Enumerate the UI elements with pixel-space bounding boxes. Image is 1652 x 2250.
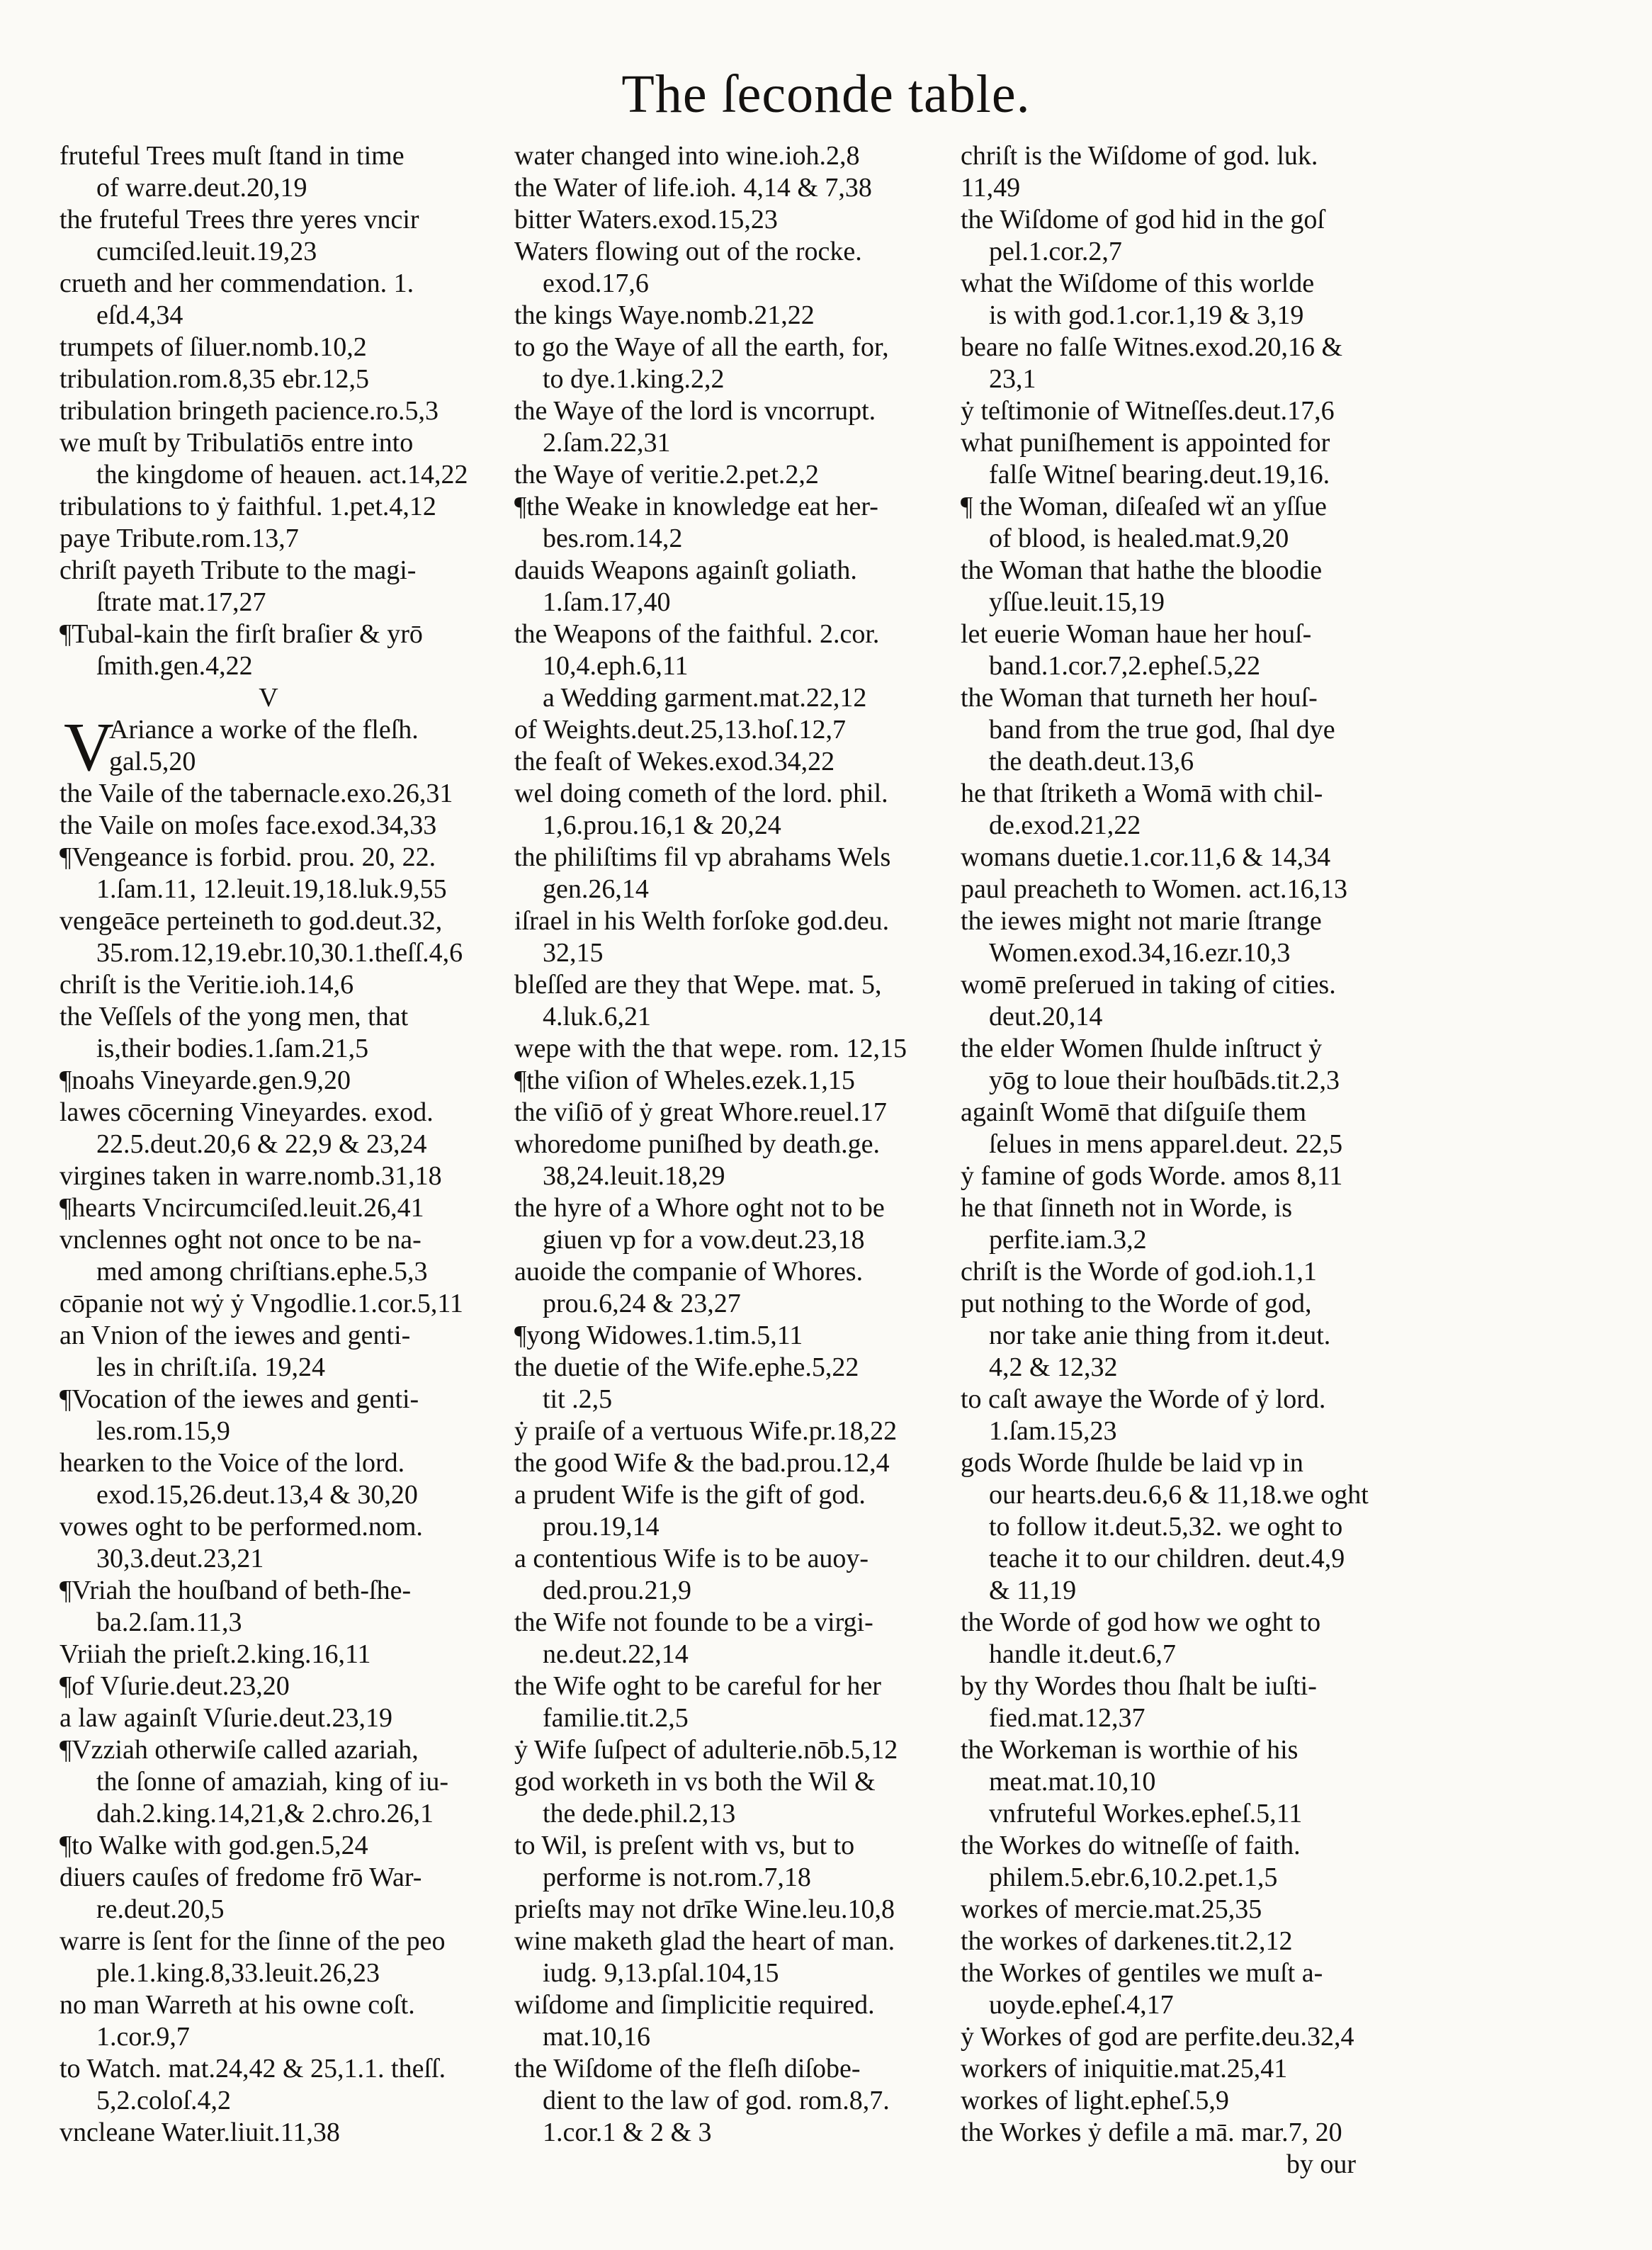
index-entry-line: to follow it.deut.5,32. we oght to	[989, 1512, 1343, 1542]
index-entry-line: ¶of Vſurie.deut.23,20	[60, 1671, 290, 1701]
index-entry-line: workes of light.epheſ.5,9	[961, 2086, 1229, 2115]
index-entry-line: a Wedding garment.mat.22,12	[543, 683, 867, 713]
index-entry-line: tribulation bringeth pacience.ro.5,3	[60, 396, 439, 426]
index-entry-line: 1.cor.9,7	[96, 2022, 190, 2052]
index-entry-line: gal.5,20	[109, 747, 196, 776]
index-entry-line: vowes oght to be performed.nom.	[60, 1512, 423, 1542]
page-title: The ſeconde table.	[621, 64, 1031, 124]
index-entry-line: gods Worde ſhulde be laid vp in	[961, 1448, 1303, 1478]
index-entry-line: to go the Waye of all the earth, for,	[514, 332, 889, 362]
index-entry-line: hearken to the Voice of the lord.	[60, 1448, 405, 1478]
index-entry-line: 4.luk.6,21	[543, 1002, 652, 1031]
index-entry-line: god worketh in vs both the Wil &	[514, 1767, 876, 1797]
index-entry-line: ¶Vocation of the iewes and genti-	[60, 1384, 419, 1414]
index-entry-line: pel.1.cor.2,7	[989, 237, 1122, 266]
index-entry-line: perfite.iam.3,2	[989, 1225, 1147, 1255]
index-entry-line: Ariance a worke of the fleſh.	[109, 715, 419, 745]
index-entry-line: eſd.4,34	[96, 300, 183, 330]
index-entry-line: ẏ famine of gods Worde. amos 8,11	[961, 1161, 1343, 1191]
index-entry-line: les.rom.15,9	[96, 1416, 230, 1446]
index-entry-line: ba.2.ſam.11,3	[96, 1607, 242, 1637]
index-entry-line: paye Tribute.rom.13,7	[60, 524, 299, 553]
index-entry-line: the good Wife & the bad.prou.12,4	[514, 1448, 890, 1478]
index-entry-line: ple.1.king.8,33.leuit.26,23	[96, 1958, 380, 1988]
index-entry-line: dient to the law of god. rom.8,7.	[543, 2086, 890, 2115]
index-entry-line: to Watch. mat.24,42 & 25,1.1. theſſ.	[60, 2054, 446, 2084]
index-entry-line: Women.exod.34,16.ezr.10,3	[989, 938, 1291, 968]
index-entry-line: ẏ Workes of god are perfite.deu.32,4	[961, 2022, 1354, 2052]
index-entry-line: what the Wiſdome of this worlde	[961, 268, 1315, 298]
index-entry-line: 1.ſam.15,23	[989, 1416, 1117, 1446]
index-entry-line: the kingdome of heauen. act.14,22	[96, 460, 468, 490]
index-entry-line: the iewes might not marie ſtrange	[961, 906, 1322, 936]
index-column-2	[514, 140, 968, 2149]
index-entry-line: no man Warreth at his owne coſt.	[60, 1990, 415, 2020]
index-entry-line: cumciſed.leuit.19,23	[96, 237, 317, 266]
index-entry-line: mat.10,16	[543, 2022, 650, 2052]
index-entry-line: fied.mat.12,37	[989, 1703, 1145, 1733]
index-entry-line: handle it.deut.6,7	[989, 1639, 1176, 1669]
index-entry-line: virgines taken in warre.nomb.31,18	[60, 1161, 442, 1191]
index-entry-line: meat.mat.10,10	[989, 1767, 1156, 1797]
index-entry-line: yſſue.leuit.15,19	[989, 587, 1165, 617]
index-entry-line: 5,2.coloſ.4,2	[96, 2086, 231, 2115]
index-entry-line: giuen vp for a vow.deut.23,18	[543, 1225, 865, 1255]
index-entry-line: ſelues in mens apparel.deut. 22,5	[989, 1129, 1343, 1159]
index-entry-line: he that ſinneth not in Worde, is	[961, 1193, 1293, 1223]
index-entry-line: vnfruteful Workes.epheſ.5,11	[989, 1799, 1303, 1828]
index-entry-line: teache it to our children. deut.4,9	[989, 1544, 1345, 1573]
index-entry-line: the workes of darkenes.tit.2,12	[961, 1926, 1293, 1956]
index-entry-line: familie.tit.2,5	[543, 1703, 689, 1733]
index-entry-line: les in chriſt.iſa. 19,24	[96, 1352, 325, 1382]
index-entry-line: warre is ſent for the ſinne of the peo	[60, 1926, 446, 1956]
index-entry-line: ¶noahs Vineyarde.gen.9,20	[60, 1065, 351, 1095]
index-entry-line: the fruteful Trees thre yeres vncir	[60, 205, 419, 234]
index-column-3	[961, 140, 1421, 2181]
index-entry-line: paul preacheth to Women. act.16,13	[961, 874, 1348, 904]
index-entry-line: wine maketh glad the heart of man.	[514, 1926, 895, 1956]
index-entry-line: tribulation.rom.8,35 ebr.12,5	[60, 364, 369, 394]
index-entry-line: the hyre of a Whore oght not to be	[514, 1193, 885, 1223]
index-entry-line: ẏ Wife ſuſpect of adulterie.nōb.5,12	[514, 1735, 898, 1765]
index-entry-line: againſt Womē that diſguiſe them	[961, 1097, 1307, 1127]
index-entry-line: to caſt awaye the Worde of ẏ lord.	[961, 1384, 1326, 1414]
index-entry-line: falſe Witneſ bearing.deut.19,16.	[989, 460, 1330, 490]
index-entry-line: philem.5.ebr.6,10.2.pet.1,5	[989, 1862, 1278, 1892]
index-entry-line: put nothing to the Worde of god,	[961, 1289, 1312, 1318]
index-entry-line: 4,2 & 12,32	[989, 1352, 1118, 1382]
index-entry-line: bes.rom.14,2	[543, 524, 683, 553]
index-entry-line: the death.deut.13,6	[989, 747, 1194, 776]
index-entry-line: the ſonne of amaziah, king of iu-	[96, 1767, 449, 1797]
index-entry-line: band from the true god, ſhal dye	[989, 715, 1335, 745]
index-entry-line: lawes cōcerning Vineyardes. exod.	[60, 1097, 434, 1127]
index-entry-line: the Workeman is worthie of his	[961, 1735, 1299, 1765]
index-entry-line: ¶Vengeance is forbid. prou. 20, 22.	[60, 842, 436, 872]
index-entry-line: ¶yong Widowes.1.tim.5,11	[514, 1321, 803, 1350]
index-entry-line: cōpanie not wẏ ẏ Vngodlie.1.cor.5,11	[60, 1289, 463, 1318]
index-entry-line: bleſſed are they that Wepe. mat. 5,	[514, 970, 882, 1000]
index-entry-line: chriſt is the Veritie.ioh.14,6	[60, 970, 354, 1000]
index-entry-line: the Woman that hathe the bloodie	[961, 555, 1323, 585]
index-entry-line: whoredome puniſhed by death.ge.	[514, 1129, 881, 1159]
index-entry-line: dah.2.king.14,21,& 2.chro.26,1	[96, 1799, 434, 1828]
index-entry-line: prou.6,24 & 23,27	[543, 1289, 741, 1318]
index-entry-line: re.deut.20,5	[96, 1894, 225, 1924]
index-entry-line: the Worde of god how we oght to	[961, 1607, 1321, 1637]
index-entry-line: ¶Vzziah otherwiſe called azariah,	[60, 1735, 419, 1765]
index-entry-line: the feaſt of Wekes.exod.34,22	[514, 747, 835, 776]
index-entry-line: 38,24.leuit.18,29	[543, 1161, 725, 1191]
drop-cap-letter: V	[64, 709, 114, 786]
index-entry-line: water changed into wine.ioh.2,8	[514, 141, 860, 171]
index-entry-line: the Weapons of the faithful. 2.cor.	[514, 619, 880, 649]
index-entry-line: 35.rom.12,19.ebr.10,30.1.theſſ.4,6	[96, 938, 463, 968]
index-entry-line: the Wife oght to be careful for her	[514, 1671, 881, 1701]
index-entry-line: our hearts.deu.6,6 & 11,18.we oght	[989, 1480, 1369, 1510]
index-entry-line: performe is not.rom.7,18	[543, 1862, 811, 1892]
index-entry-line: of warre.deut.20,19	[96, 173, 307, 203]
index-entry-line: tribulations to ẏ faithful. 1.pet.4,12	[60, 492, 436, 521]
index-entry-line: Waters flowing out of the rocke.	[514, 237, 862, 266]
index-column-1	[60, 140, 520, 2149]
index-entry-line: ¶hearts Vncircumciſed.leuit.26,41	[60, 1193, 424, 1223]
index-entry-line: exod.15,26.deut.13,4 & 30,20	[96, 1480, 418, 1510]
index-entry-line: ¶ the Woman, diſeaſed wẗ an yſſue	[961, 492, 1327, 521]
index-entry-line: the Workes of gentiles we muſt a-	[961, 1958, 1323, 1988]
index-entry-line: ſtrate mat.17,27	[96, 587, 266, 617]
index-entry-line: prou.19,14	[543, 1512, 660, 1542]
index-entry-line: fruteful Trees muſt ſtand in time	[60, 141, 404, 171]
index-entry-line: ẏ teſtimonie of Witneſſes.deut.17,6	[961, 396, 1335, 426]
index-entry-line: 1,6.prou.16,1 & 20,24	[543, 810, 781, 840]
index-entry-line: ¶Vriah the houſband of beth-ſhe-	[60, 1576, 412, 1605]
index-entry-line: the elder Women ſhulde inſtruct ẏ	[961, 1034, 1323, 1063]
index-entry-line: prieſts may not drīke Wine.leu.10,8	[514, 1894, 895, 1924]
index-entry-line: ¶the Weake in knowledge eat her-	[514, 492, 878, 521]
index-entry-line: auoide the companie of Whores.	[514, 1257, 864, 1287]
index-entry-line: vnclennes oght not once to be na-	[60, 1225, 422, 1255]
index-entry-line: womē preſerued in taking of cities.	[961, 970, 1336, 1000]
index-entry-line: a contentious Wife is to be auoy-	[514, 1544, 869, 1573]
index-entry-line: ded.prou.21,9	[543, 1576, 692, 1605]
index-entry-line: vengeāce perteineth to god.deut.32,	[60, 906, 443, 936]
index-entry-line: chriſt is the Worde of god.ioh.1,1	[961, 1257, 1317, 1287]
index-entry-line: the philiſtims fil vp abrahams Wels	[514, 842, 891, 872]
index-entry-line: the dede.phil.2,13	[543, 1799, 736, 1828]
index-entry-line: Vriiah the prieſt.2.king.16,11	[60, 1639, 371, 1669]
index-entry-line: an Vnion of the iewes and genti-	[60, 1321, 411, 1350]
index-entry-line: med among chriſtians.ephe.5,3	[96, 1257, 428, 1287]
index-entry-line: vncleane Water.liuit.11,38	[60, 2118, 340, 2147]
index-entry-line: band.1.cor.7,2.epheſ.5,22	[989, 651, 1261, 681]
index-entry-line: is with god.1.cor.1,19 & 3,19	[989, 300, 1304, 330]
index-entry-line: the kings Waye.nomb.21,22	[514, 300, 815, 330]
index-entry-line: gen.26,14	[543, 874, 649, 904]
index-entry-line: ne.deut.22,14	[543, 1639, 689, 1669]
index-entry-line: the viſiō of ẏ great Whore.reuel.17	[514, 1097, 887, 1127]
index-entry-line: the Wife not founde to be a virgi-	[514, 1607, 873, 1637]
index-entry-line: trumpets of ſiluer.nomb.10,2	[60, 332, 367, 362]
index-entry-line: iſrael in his Welth forſoke god.deu.	[514, 906, 890, 936]
index-entry-line: the duetie of the Wife.ephe.5,22	[514, 1352, 859, 1382]
index-entry-line: ¶Tubal-kain the firſt braſier & yrō	[60, 619, 423, 649]
index-entry-line: V	[259, 683, 278, 713]
index-entry-line: deut.20,14	[989, 1002, 1103, 1031]
index-entry-line: 1.ſam.17,40	[543, 587, 671, 617]
index-entry-line: womans duetie.1.cor.11,6 & 14,34	[961, 842, 1331, 872]
index-entry-line: by thy Wordes thou ſhalt be iuſti-	[961, 1671, 1317, 1701]
index-entry-line: the Wiſdome of god hid in the goſ	[961, 205, 1325, 234]
index-entry-line: workers of iniquitie.mat.25,41	[961, 2054, 1288, 2084]
index-entry-line: the Workes ẏ defile a mā. mar.7, 20	[961, 2118, 1342, 2147]
index-entry-line: iudg. 9,13.pſal.104,15	[543, 1958, 779, 1988]
index-entry-line: 1.ſam.11, 12.leuit.19,18.luk.9,55	[96, 874, 447, 904]
index-entry-line: to Wil, is preſent with vs, but to	[514, 1831, 855, 1860]
index-entry-line: of Weights.deut.25,13.hoſ.12,7	[514, 715, 847, 745]
index-entry-line: 2.ſam.22,31	[543, 428, 671, 458]
index-entry-line: the Wiſdome of the fleſh diſobe-	[514, 2054, 861, 2084]
index-entry-line: diuers cauſes of fredome frō War-	[60, 1862, 422, 1892]
index-entry-line: wiſdome and ſimplicitie required.	[514, 1990, 875, 2020]
index-entry-line: 30,3.deut.23,21	[96, 1544, 264, 1573]
index-entry-line: nor take anie thing from it.deut.	[989, 1321, 1331, 1350]
index-entry-line: wepe with the that wepe. rom. 12,15	[514, 1034, 907, 1063]
index-entry-line: 32,15	[543, 938, 604, 968]
index-entry-line: tit .2,5	[543, 1384, 613, 1414]
index-entry-line: the Workes do witneſſe of faith.	[961, 1831, 1301, 1860]
index-entry-line: 23,1	[989, 364, 1036, 394]
index-entry-line: & 11,19	[989, 1576, 1077, 1605]
index-entry-line: 10,4.eph.6,11	[543, 651, 689, 681]
index-entry-line: let euerie Woman haue her houſ-	[961, 619, 1312, 649]
index-entry-line: we muſt by Tribulatiōs entre into	[60, 428, 414, 458]
index-entry-line: ſmith.gen.4,22	[96, 651, 253, 681]
index-entry-line: yōg to loue their houſbāds.tit.2,3	[989, 1065, 1340, 1095]
index-entry-line: a prudent Wife is the gift of god.	[514, 1480, 866, 1510]
index-entry-line: ¶to Walke with god.gen.5,24	[60, 1831, 368, 1860]
index-entry-line: dauids Weapons againſt goliath.	[514, 555, 857, 585]
index-entry-line: workes of mercie.mat.25,35	[961, 1894, 1262, 1924]
index-entry-line: the Veſſels of the yong men, that	[60, 1002, 409, 1031]
index-entry-line: wel doing cometh of the lord. phil.	[514, 779, 888, 808]
index-entry-line: exod.17,6	[543, 268, 649, 298]
index-entry-line: he that ſtriketh a Womā with chil-	[961, 779, 1323, 808]
index-entry-line: ẏ praiſe of a vertuous Wife.pr.18,22	[514, 1416, 898, 1446]
index-entry-line: chriſt is the Wiſdome of god. luk.	[961, 141, 1318, 171]
index-entry-line: ¶the viſion of Wheles.ezek.1,15	[514, 1065, 855, 1095]
index-entry-line: a law againſt Vſurie.deut.23,19	[60, 1703, 392, 1733]
index-entry-line: the Vaile of the tabernacle.exo.26,31	[60, 779, 453, 808]
index-entry-line: uoyde.epheſ.4,17	[989, 1990, 1174, 2020]
index-entry-line: the Waye of the lord is vncorrupt.	[514, 396, 876, 426]
index-entry-line: crueth and her commendation. 1.	[60, 268, 414, 298]
index-entry-line: 1.cor.1 & 2 & 3	[543, 2118, 712, 2147]
index-entry-line: bitter Waters.exod.15,23	[514, 205, 778, 234]
index-entry-line: de.exod.21,22	[989, 810, 1141, 840]
index-entry-line: of blood, is healed.mat.9,20	[989, 524, 1289, 553]
index-entry-line: the Woman that turneth her houſ-	[961, 683, 1318, 713]
index-entry-line: 22.5.deut.20,6 & 22,9 & 23,24	[96, 1129, 427, 1159]
index-entry-line: the Waye of veritie.2.pet.2,2	[514, 460, 819, 490]
index-entry-line: 11,49	[961, 173, 1021, 203]
index-entry-line: to dye.1.king.2,2	[543, 364, 725, 394]
index-entry-line: chriſt payeth Tribute to the magi-	[60, 555, 417, 585]
index-entry-line: the Vaile on moſes face.exod.34,33	[60, 810, 437, 840]
index-entry-line: the Water of life.ioh. 4,14 & 7,38	[514, 173, 872, 203]
index-entry-line: is,their bodies.1.ſam.21,5	[96, 1034, 369, 1063]
index-entry-line: by our	[1286, 2149, 1356, 2179]
index-entry-line: what puniſhement is appointed for	[961, 428, 1330, 458]
index-entry-line: beare no falſe Witnes.exod.20,16 &	[961, 332, 1343, 362]
